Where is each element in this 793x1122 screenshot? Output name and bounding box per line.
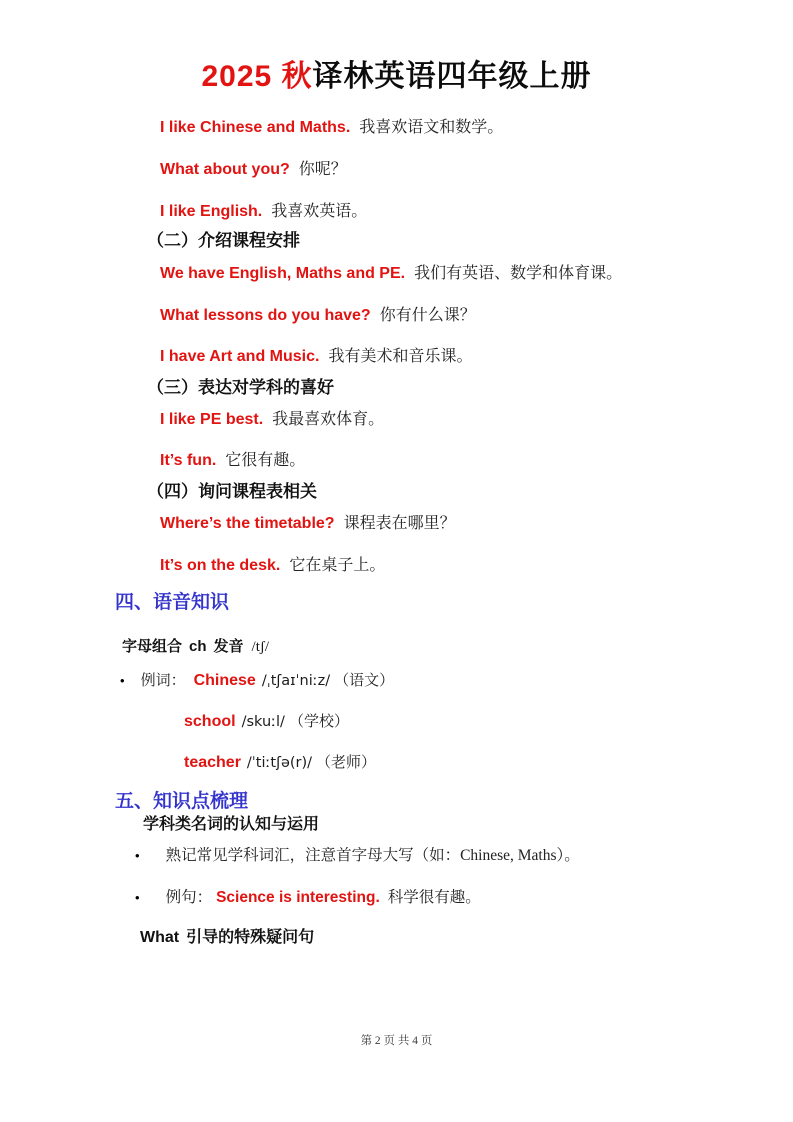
example-word-row: [184, 712, 349, 733]
dialog-en: What lessons do you have?: [160, 307, 371, 324]
example-word: school: [184, 713, 236, 730]
example-zh: （语文）: [334, 673, 395, 689]
rule-letters: ch: [189, 638, 207, 655]
bullet-label: 例句：: [165, 889, 213, 906]
example-ipa: /ˌtʃaɪˈniːz/: [261, 673, 331, 689]
dialog-zh: 它在桌子上。: [289, 557, 386, 574]
dialog-en: It’s on the desk.: [160, 557, 281, 574]
rule-zh-2: 发音: [213, 639, 244, 655]
dialog-line: [160, 306, 476, 327]
dialog-en: I like English.: [160, 203, 263, 220]
dialog-en: I like Chinese and Maths.: [160, 119, 351, 136]
points-bullet-example: [135, 888, 481, 908]
doc-title-year: 2025 秋: [201, 60, 313, 93]
points-subheading-what: [140, 928, 314, 949]
subsection-heading-4: （四）询问课程表相关: [147, 482, 317, 501]
dialog-line: [160, 556, 385, 577]
example-word-row: [184, 753, 376, 774]
subheading-en-word: What: [140, 929, 180, 946]
bullet-text: 熟记常见学科词汇，注意首字母大写（如：Chinese, Maths）。: [165, 847, 580, 864]
bullet-icon: •: [120, 673, 125, 688]
bullet-zh-translation: 科学很有趣。: [387, 889, 481, 906]
points-bullet-memorize: [135, 846, 580, 866]
dialog-en: Where’s the timetable?: [160, 515, 335, 532]
section-heading-points: 五、知识点梳理: [115, 791, 249, 812]
doc-title: [0, 57, 793, 96]
dialog-line: [160, 514, 456, 535]
rule-zh-1: 字母组合: [122, 639, 183, 655]
example-ipa: /ˈtiːtʃə(r)/: [246, 755, 313, 771]
dialog-zh: 你有什么课？: [379, 307, 476, 324]
dialog-en: We have English, Maths and PE.: [160, 265, 406, 282]
example-label: 例词：: [140, 673, 186, 689]
bullet-icon: •: [135, 890, 140, 905]
subsection-heading-3: （三）表达对学科的喜好: [147, 378, 334, 397]
example-word: Chinese: [193, 672, 256, 689]
dialog-zh: 我喜欢英语。: [271, 203, 368, 220]
rule-ipa: /tʃ/: [251, 639, 270, 655]
dialog-line: [160, 264, 622, 285]
dialog-zh: 课程表在哪里？: [343, 515, 456, 532]
doc-title-rest: 译林英语四年级上册: [312, 60, 592, 93]
example-zh: （学校）: [288, 714, 349, 730]
points-subheading-nouns: 学科类名词的认知与运用: [143, 816, 320, 833]
dialog-en: What about you?: [160, 161, 290, 178]
dialog-line: [160, 160, 347, 181]
section-heading-phonics: 四、语音知识: [115, 592, 230, 613]
example-word: teacher: [184, 754, 241, 771]
page-number-footer: 第 2 页 共 4 页: [360, 1035, 433, 1047]
bullet-en-sentence: Science is interesting.: [216, 889, 380, 906]
example-ipa: /skuːl/: [241, 714, 285, 730]
dialog-en: It’s fun.: [160, 452, 217, 469]
dialog-zh: 你呢？: [298, 161, 347, 178]
dialog-en: I have Art and Music.: [160, 348, 320, 365]
example-zh: （老师）: [316, 755, 377, 771]
dialog-en: I like PE best.: [160, 411, 264, 428]
dialog-zh: 它很有趣。: [225, 452, 306, 469]
dialog-zh: 我最喜欢体育。: [272, 411, 385, 428]
dialog-line: [160, 410, 384, 431]
dialog-zh: 我们有英语、数学和体育课。: [414, 265, 623, 282]
bullet-icon: •: [135, 848, 140, 863]
subsection-heading-2: （二）介绍课程安排: [147, 231, 300, 250]
dialog-zh: 我喜欢语文和数学。: [359, 119, 504, 136]
example-word-row: [120, 671, 394, 692]
dialog-zh: 我有美术和音乐课。: [328, 348, 473, 365]
subheading-zh-text: 引导的特殊疑问句: [186, 929, 315, 946]
dialog-line: [160, 451, 305, 472]
dialog-line: [160, 118, 503, 139]
dialog-line: [160, 202, 367, 223]
phonics-rule: [122, 637, 269, 658]
dialog-line: [160, 347, 472, 368]
